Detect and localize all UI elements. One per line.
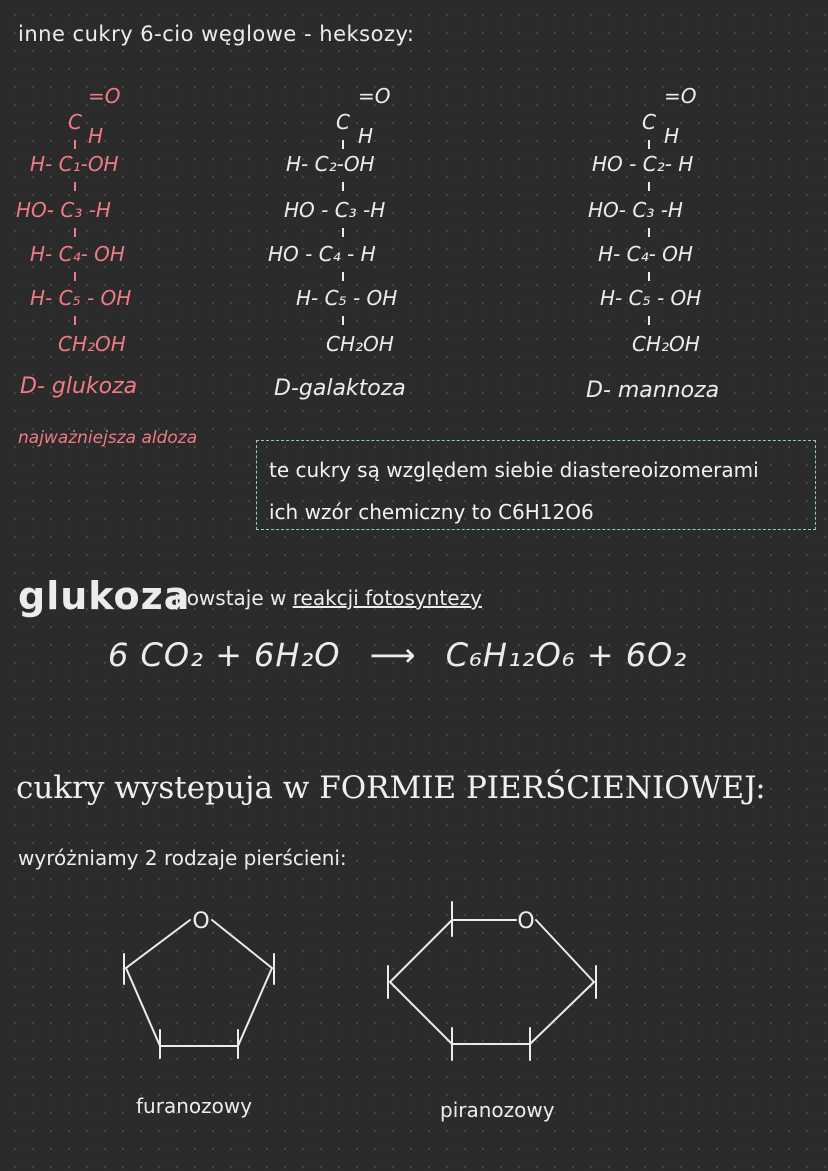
bond	[74, 316, 76, 325]
sugar-name: D- glukoza	[20, 374, 138, 399]
photosynthesis-equation	[108, 636, 687, 674]
carbon-c1: C	[336, 110, 350, 134]
page-title: inne cukry 6-cio węglowe - heksozy:	[18, 22, 415, 46]
aldehyde-hydrogen: H	[664, 124, 680, 148]
bond	[648, 272, 650, 281]
bond	[74, 140, 76, 149]
chain-row-6: CH₂OH	[58, 332, 126, 356]
chain-row-3: HO- C₃ -H	[588, 198, 683, 222]
bond	[74, 272, 76, 281]
chain-row-2: HO - C₂- H	[592, 152, 694, 176]
chain-row-5: H- C₅ - OH	[30, 286, 132, 310]
chain-row-5: H- C₅ - OH	[600, 286, 702, 310]
bond	[342, 140, 344, 149]
section-intro: wyróżniamy 2 rodzaje pierścieni:	[18, 846, 347, 870]
chain-row-6: CH₂OH	[632, 332, 700, 356]
pyranose-ring-icon	[380, 890, 602, 1070]
ring-oxygen: O	[517, 909, 535, 934]
aldehyde-oxygen: =O	[358, 84, 391, 108]
chain-row-3: HO - C₃ -H	[284, 198, 386, 222]
bond	[342, 272, 344, 281]
bond	[342, 228, 344, 237]
info-line-2: ich wzór chemiczny to C6H12O6	[269, 500, 594, 524]
chain-row-6: CH₂OH	[326, 332, 394, 356]
bond	[74, 228, 76, 237]
pyranose-label: piranozowy	[440, 1098, 555, 1122]
furanose-ring-icon	[112, 898, 292, 1068]
bond	[648, 182, 650, 191]
bond	[648, 228, 650, 237]
chain-row-2: H- C₁-OH	[30, 152, 119, 176]
sentence-text: powstaje w	[174, 586, 293, 610]
photosynthesis-sentence	[174, 586, 482, 610]
carbon-c1: C	[68, 110, 82, 134]
aldehyde-hydrogen: H	[88, 124, 104, 148]
bond	[342, 316, 344, 325]
aldehyde-oxygen: =O	[88, 84, 121, 108]
bond	[648, 140, 650, 149]
reaction-arrow-icon: ⟶	[369, 636, 417, 674]
note-aldoza: najważniejsza aldoza	[18, 428, 198, 448]
sugar-name: D-galaktoza	[274, 376, 406, 401]
chain-row-4: H- C₄- OH	[598, 242, 693, 266]
carbon-c1: C	[642, 110, 656, 134]
info-box	[256, 440, 816, 530]
chain-row-3: HO- C₃ -H	[16, 198, 111, 222]
equation-reactants: 6 CO₂ + 6H₂O	[108, 636, 341, 674]
info-line-1: te cukry są względem siebie diastereoizomerami	[269, 458, 759, 482]
chain-row-4: HO - C₄ - H	[268, 242, 376, 266]
sugar-name: D- mannoza	[586, 378, 720, 403]
bond	[74, 182, 76, 191]
photosynthesis-link-text: reakcji fotosyntezy	[292, 586, 482, 610]
equation-products: C₆H₁₂O₆ + 6O₂	[445, 636, 688, 674]
ring-oxygen: O	[192, 909, 210, 934]
chain-row-4: H- C₄- OH	[30, 242, 125, 266]
chain-row-2: H- C₂-OH	[286, 152, 375, 176]
aldehyde-hydrogen: H	[358, 124, 374, 148]
aldehyde-oxygen: =O	[664, 84, 697, 108]
glukoza-heading: glukoza	[18, 574, 191, 618]
bond	[648, 316, 650, 325]
chain-row-5: H- C₅ - OH	[296, 286, 398, 310]
bond	[342, 182, 344, 191]
section-heading: cukry wystepuja w FORMIE PIERŚCIENIOWEJ:	[16, 770, 766, 806]
furanose-label: furanozowy	[136, 1094, 253, 1118]
